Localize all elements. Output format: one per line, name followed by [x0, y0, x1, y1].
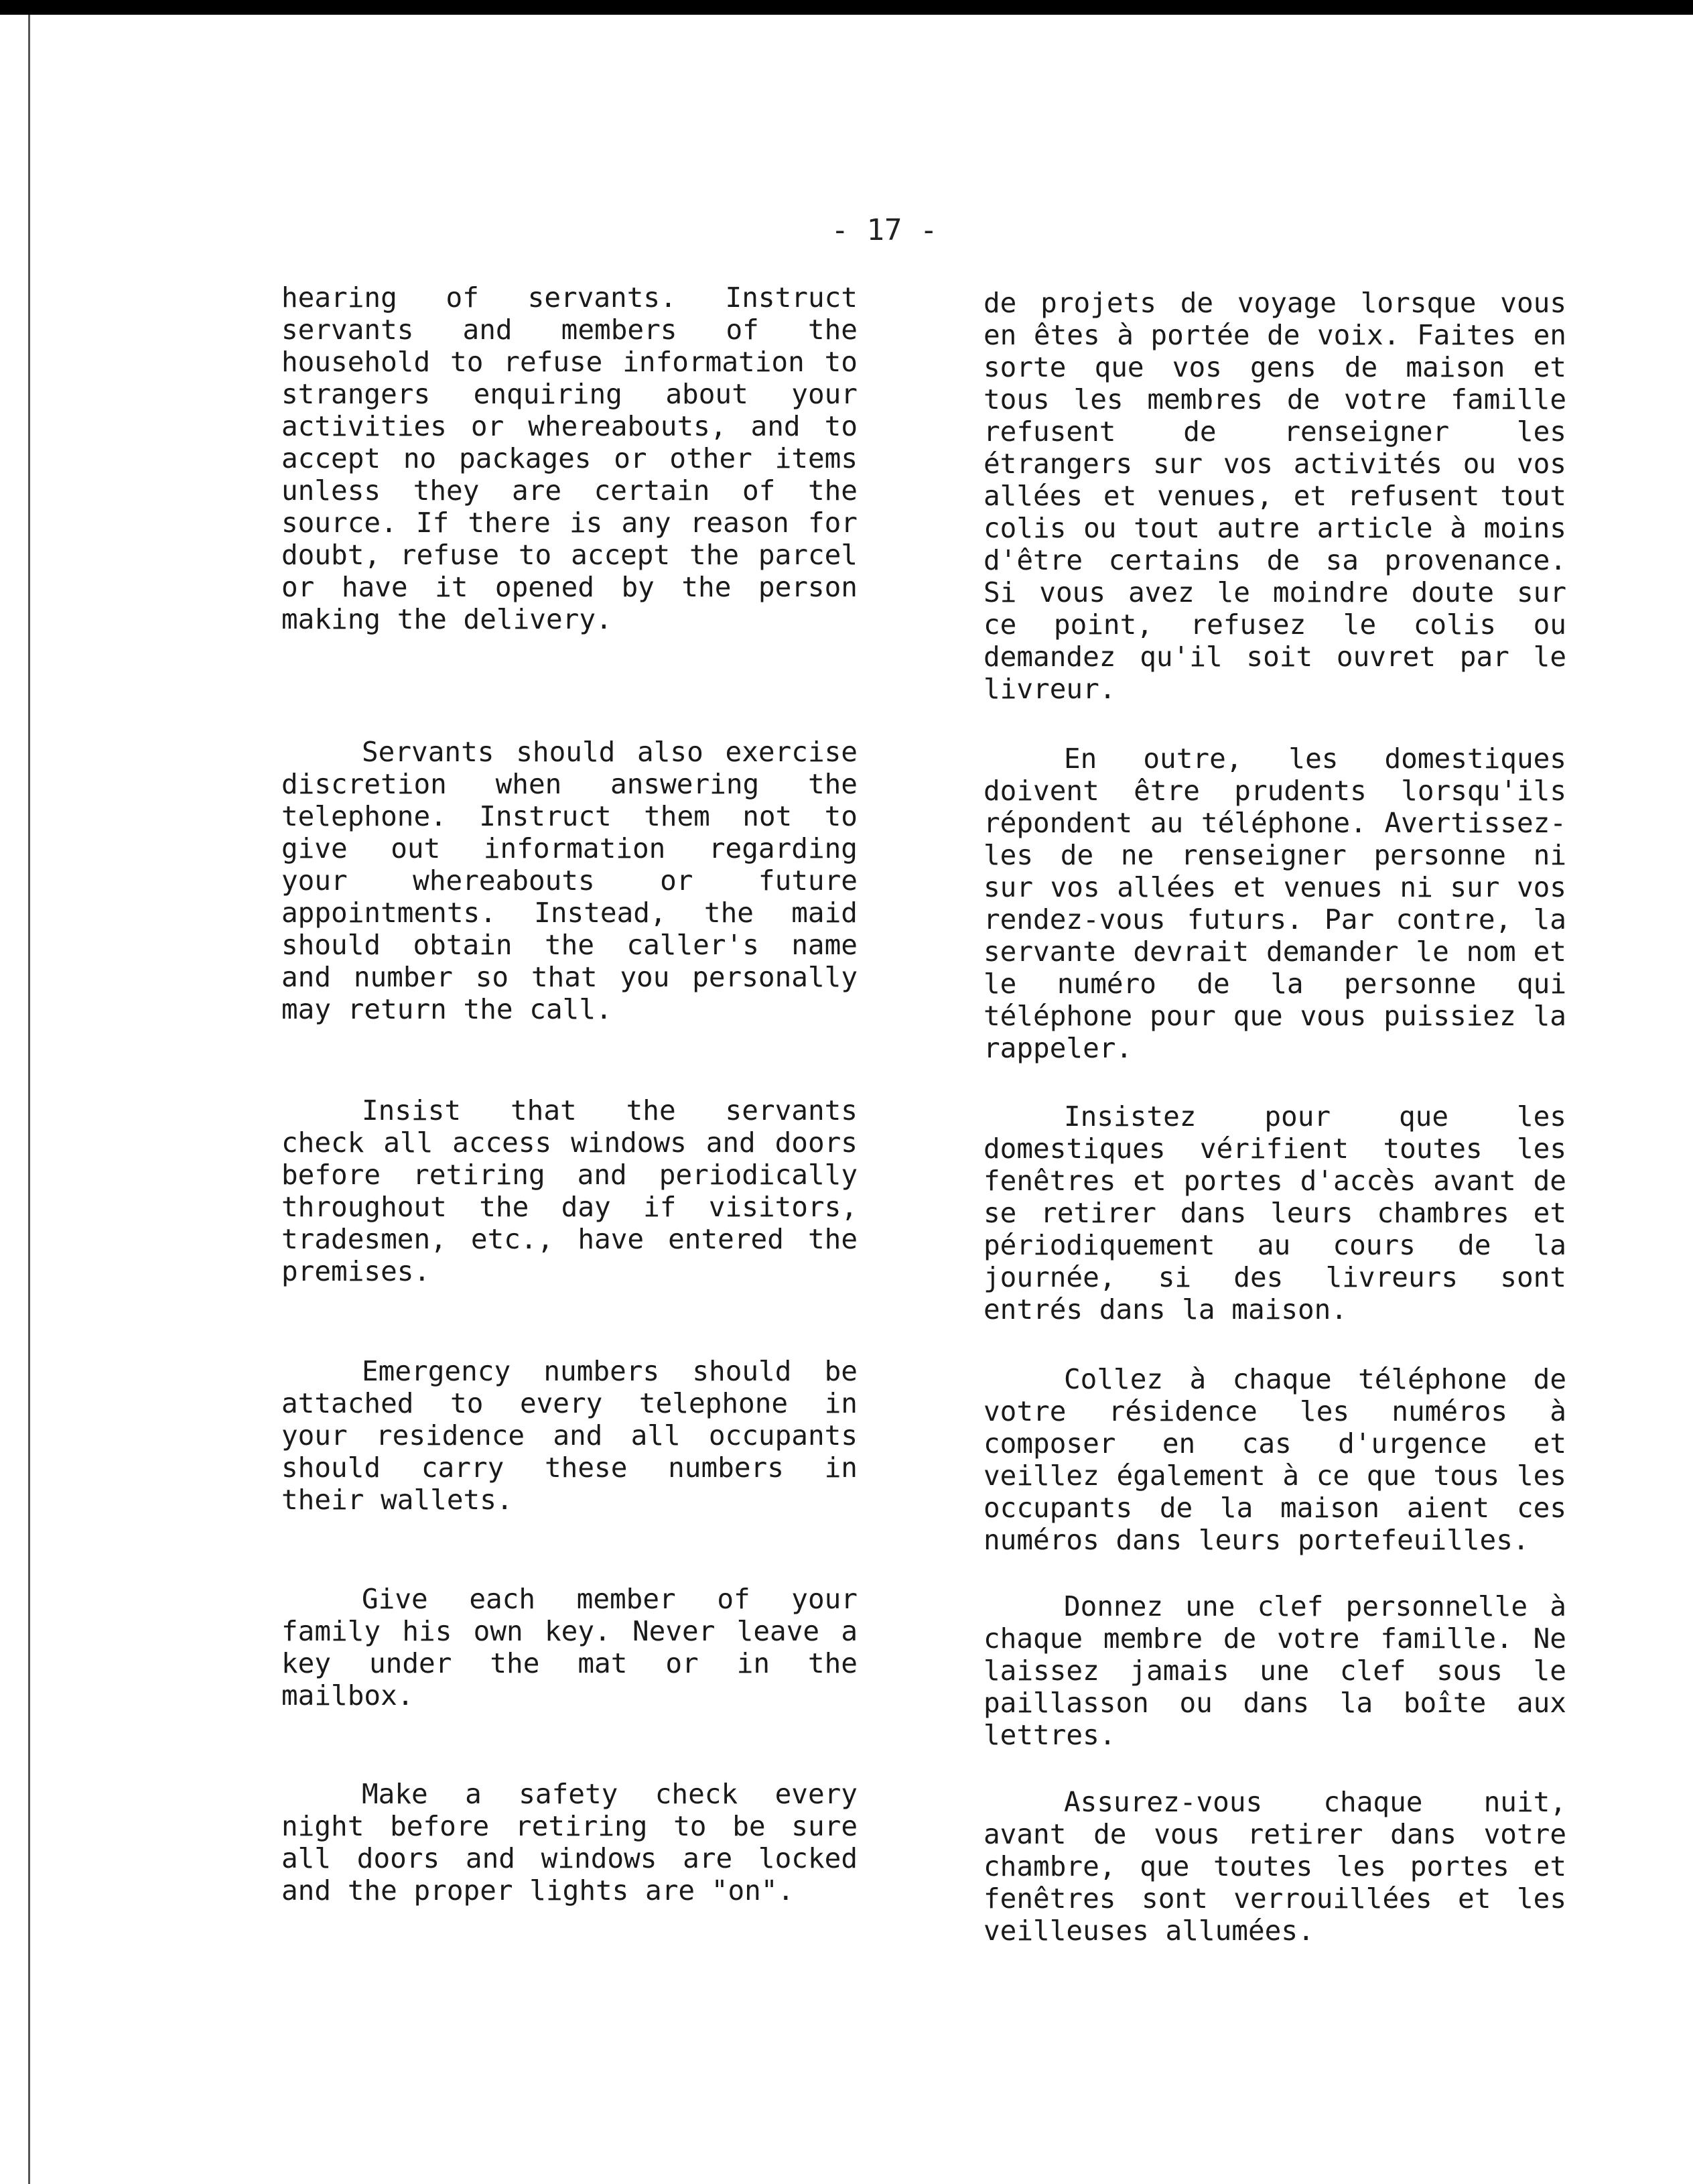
english-paragraph-1: hearing of servants. Instruct servants and members of the household to refuse information to strangers enquiring about your activities or whereabouts, and to accept no packages or other items unless they are certain of the source. If there is any reason for doubt, refuse to accept the parcel or have it opened by the person making the delivery.	[281, 281, 858, 635]
scan-edge-left	[28, 15, 30, 2184]
page-number: - 17 -	[831, 213, 938, 247]
french-paragraph-1: de projets de voyage lorsque vous en êtes à portée de voix. Faites en sorte que vos gens de maison et tous les membres de votre famille refusent de renseigner les étrangers sur vos activités ou vos allées et venues, et refusent tout colis ou tout autre article à moins d'être certains de sa provenance. Si vous avez le moindre doute sur ce point, refusez le colis ou demandez qu'il soit ouvret par le livreur.	[984, 287, 1566, 705]
english-paragraph-5: Give each member of your family his own key. Never leave a key under the mat or in the mailbox.	[281, 1583, 858, 1712]
french-paragraph-3: Insistez pour que les domestiques vérifient toutes les fenêtres et portes d'accès avant de se retirer dans leurs chambres et périodiquement au cours de la journée, si des livreurs sont entrés dans la maison.	[984, 1100, 1566, 1326]
french-paragraph-6: Assurez-vous chaque nuit, avant de vous retirer dans votre chambre, que toutes les portes et fenêtres sont verrouillées et les veilleuses allumées.	[984, 1786, 1566, 1947]
french-paragraph-5: Donnez une clef personnelle à chaque membre de votre famille. Ne laissez jamais une clef sous le paillasson ou dans la boîte aux lettres.	[984, 1590, 1566, 1751]
english-paragraph-4: Emergency numbers should be attached to every telephone in your residence and all occupants should carry these numbers in their wallets.	[281, 1355, 858, 1516]
english-paragraph-3: Insist that the servants check all access windows and doors before retiring and periodically throughout the day if visitors, tradesmen, etc., have entered the premises.	[281, 1094, 858, 1287]
french-paragraph-2: En outre, les domestiques doivent être prudents lorsqu'ils répondent au téléphone. Avertissez-les de ne renseigner personne ni sur vos allées et venues ni sur vos rendez-vous futurs. Par contre, la servante devrait demander le nom et le numéro de la personne qui téléphone pour que vous puissiez la rappeler.	[984, 743, 1566, 1064]
scan-edge-top	[0, 0, 1693, 15]
english-paragraph-2: Servants should also exercise discretion when answering the telephone. Instruct them not to give out information regarding your whereabouts or future appointments. Instead, the maid should obtain the caller's name and number so that you personally may return the call.	[281, 736, 858, 1025]
english-paragraph-6: Make a safety check every night before retiring to be sure all doors and windows are locked and the proper lights are "on".	[281, 1778, 858, 1907]
french-paragraph-4: Collez à chaque téléphone de votre résidence les numéros à composer en cas d'urgence et veillez également à ce que tous les occupants de la maison aient ces numéros dans leurs portefeuilles.	[984, 1363, 1566, 1556]
